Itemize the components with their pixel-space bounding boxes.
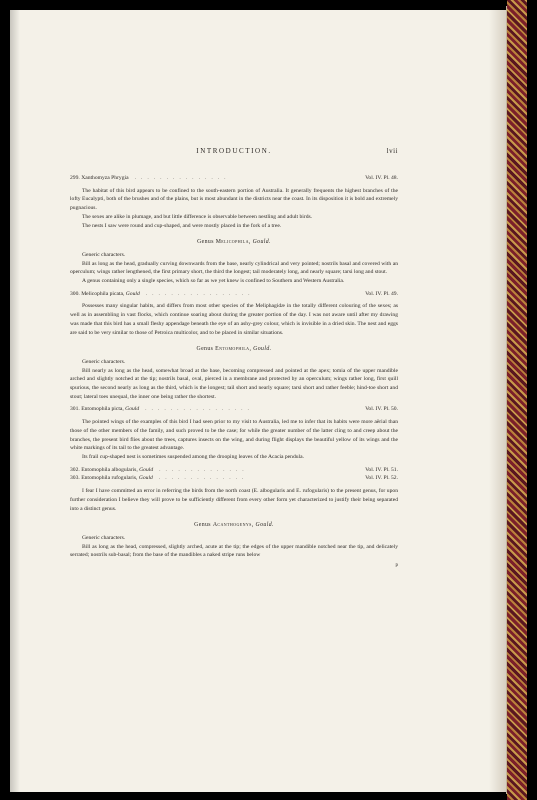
species-entry-300 [70,290,398,299]
plate-reference: Vol. IV. Pl. 49. [365,290,398,297]
signature-mark: p [395,563,398,569]
entry-author: Gould [125,290,140,297]
leader-dots: ................. [145,290,255,297]
page-gutter [489,10,507,792]
paragraph: Its frail cup-shaped nest is sometimes suspended among the drooping leaves of the Acacia pendula. [82,453,304,460]
page-number: lvii [386,147,398,155]
generic-characters-label: Generic characters. [82,534,126,541]
paragraph: The sexes are alike in plumage, and but little difference is observable between nestling and adult birds. [82,213,313,220]
entry-author: Gould [138,475,153,482]
book-page [10,10,507,792]
generic-characters-label: Generic characters. [82,251,126,258]
species-entry-302 [70,466,398,475]
plate-reference: Vol. IV. Pl. 51. [365,466,398,473]
page-content [70,147,398,571]
entry-title: 302. Entomophila albogularis, [70,466,140,473]
entry-title: 300. Melicophila picata, [70,290,126,297]
genus-heading-acanthogenys: Genus Acanthogenys, Gould. [194,522,274,529]
marbled-binding-edge [507,0,527,800]
genus-heading-entomophila: Genus Entomophila, Gould. [196,346,272,353]
generic-characters-label: Generic characters. [82,358,126,365]
entry-title: 299. Xanthomyza Phrygia [70,175,129,181]
plate-reference: Vol. IV. Pl. 50. [365,406,398,413]
entry-author: Gould [139,466,154,473]
entry-title: 301. Entomophila picta, [70,406,126,413]
page-edge-shadow [10,10,20,792]
genus-heading-melicophila: Genus Melicophila, Gould. [197,239,271,246]
entry-author: Gould [125,406,140,413]
leader-dots: .............. [159,466,249,473]
paragraph: Bill as long as the head, compressed, slightly arched, acute at the tip; the edges of the upper mandible notched near the tip, and delicately serrated; nostrils sub-basal; from the base of the mandibles a naked stripe runs below [70,543,398,559]
plate-reference: Vol. IV. Pl. 48. [365,175,398,181]
species-entry-301 [70,405,398,414]
paragraph: Possesses many singular habits, and differs from most other species of the Meliphagidæ in the totally different colouring of the sexes; as well as in assembling in vast flocks, which continue soaring about during the greater portion of the day. I was not aware until after my drawing was made that this bird has a small fleshy appendage beneath the eye of an ashy-grey colour, which is invisible in a dried skin. The nest and eggs are said to be very similar to those of Petroica multicolor, and to be placed in similar situations. [70,303,398,336]
paragraph: A genus containing only a single species, which so far as we yet knew is confined to Southern and Western Australia. [82,278,345,285]
paragraph: I fear I have committed an error in referring the birds from the north coast (E. albogularis and E. rufogularis) to the present genus, for upon further consideration I believe they will prove to be sufficiently different from every other form yet characterized to justify their being separated into a distinct genus. [70,488,398,512]
running-head [70,147,398,157]
leader-dots: .............. [158,475,249,482]
paragraph: The nests I saw were round and cup-shaped, and were mostly placed in the fork of a tree. [82,222,282,229]
scan-border [527,0,537,800]
paragraph: Bill nearly as long as the head, somewhat broad at the base, becoming compressed and pointed at the apex; tomia of the upper mandible arched and slightly notched at the tip; nostrils basal, oval, pierced in a membrane and protected by an operculum; wings rather long, first quill spurious, the second nearly as long as the third, which is the longest; tail short and nearly square; tarsi short and rather feeble; hind-toe short and stout; lateral toes unequal, the inner one being rather the shortest. [70,367,398,400]
entry-title: 303. Entomophila rufogularis, [70,475,139,482]
species-entry-303 [70,474,398,483]
species-entry-299 [70,174,398,183]
leader-dots: ............... [134,175,231,181]
paragraph: The pointed wings of the examples of this bird I had seen prior to my visit to Australia, led me to infer that its habits were more aërial than those of the other members of the family, and such proved to be the case; for while the greater number of the latter cling to and creep about the branches, the present bird flies about the trees, captures insects on the wing, and during flight displays the beautiful yellow of its wings and the white markings of its tail to the greatest advantage. [70,419,398,452]
leader-dots: ................. [145,406,254,413]
paragraph: Bill as long as the head, gradually curving downwards from the base, nearly cylindrical and very pointed; nostrils basal and covered with an operculum; wings rather lengthened, the first primary short, the third the longest; tail moderately long, and nearly square; tarsi long and stout. [70,260,398,276]
running-title: INTRODUCTION. [196,147,272,155]
plate-reference: Vol. IV. Pl. 52. [365,475,398,482]
paragraph: The habitat of this bird appears to be confined to the south-eastern portion of Australia. It generally frequents the highest branches of the lofty Eucalypti, both of the brushes and of the plains, but is most abundant in the districts near the coast. In its disposition it is bold and extremely pugnacious. [70,187,398,212]
